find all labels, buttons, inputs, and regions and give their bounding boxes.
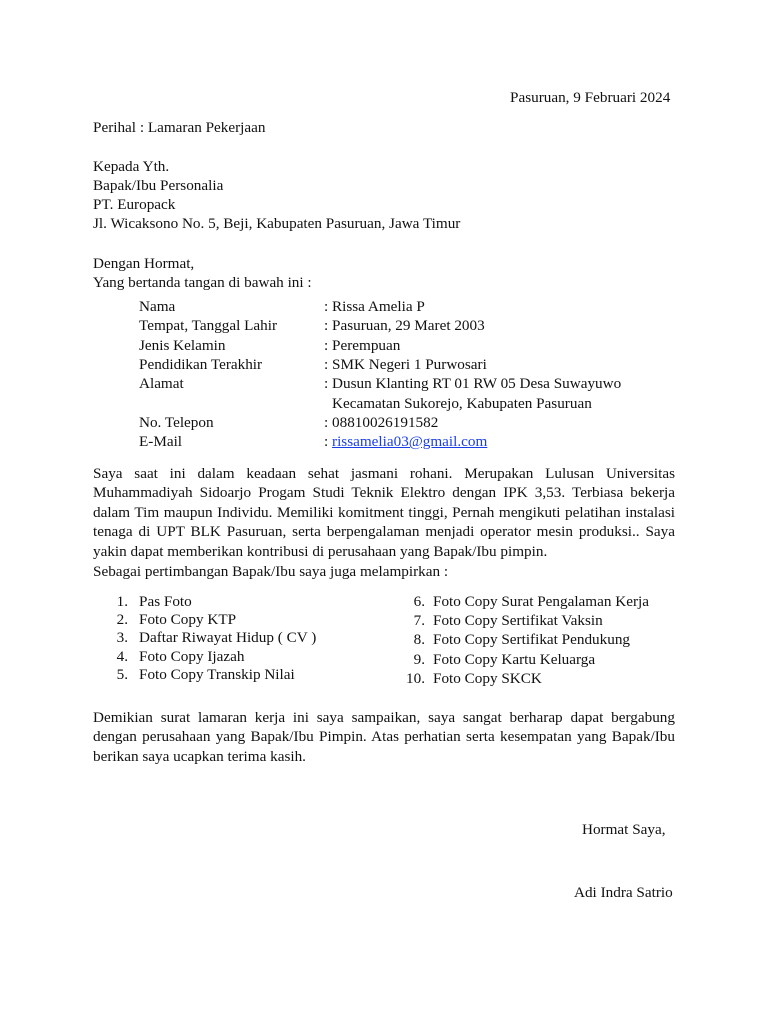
identity-gender: : Perempuan xyxy=(324,337,401,354)
attachment-number: 6. xyxy=(413,593,425,610)
attachment-item: Foto Copy Sertifikat Vaksin xyxy=(433,612,603,629)
email-link[interactable]: rissamelia03@gmail.com xyxy=(332,433,488,450)
recipient-line: Bapak/Ibu Personalia xyxy=(93,177,224,194)
subject-line: Perihal : Lamaran Pekerjaan xyxy=(93,119,266,136)
identity-address-line1: : Dusun Klanting RT 01 RW 05 Desa Suwayuwo xyxy=(324,375,622,392)
intro-line: Yang bertanda tangan di bawah ini : xyxy=(93,274,312,291)
attachment-item: Foto Copy Ijazah xyxy=(139,648,245,665)
identity-label: E-Mail xyxy=(139,433,183,450)
attachment-number: 10. xyxy=(406,670,425,687)
identity-label: Pendidikan Terakhir xyxy=(139,356,263,373)
attachment-item: Foto Copy KTP xyxy=(139,611,237,628)
identity-birth: : Pasuruan, 29 Maret 2003 xyxy=(324,317,485,334)
sign-off: Hormat Saya, xyxy=(582,821,666,838)
attachments-intro: Sebagai pertimbangan Bapak/Ibu saya juga melampirkan : xyxy=(93,563,449,580)
body-paragraph: Saya saat ini dalam keadaan sehat jasmani rohani. Merupakan Lulusan Universitas Muhammadiyah Sidoarjo Progam Studi Teknik Elektro dengan IPK 3,53. Terbiasa bekerja dalam Tim maupun Individu. Memiliki komitment tinggi, Pernah mengikuti pelatihan instalasi tenaga di UPT BLK Pasuruan, serta berpengalaman menjadi operator mesin produksi.. Saya yakin dapat memberikan kontribusi di perusahaan yang Bapak/Ibu pimpin. xyxy=(93,465,675,560)
attachment-number: 5. xyxy=(116,666,128,683)
identity-name: : Rissa Amelia P xyxy=(324,298,425,315)
attachment-item: Foto Copy Kartu Keluarga xyxy=(433,651,596,668)
attachment-item: Foto Copy SKCK xyxy=(433,670,542,687)
recipient-line: PT. Europack xyxy=(93,196,176,213)
identity-label: Alamat xyxy=(139,375,184,392)
attachment-number: 2. xyxy=(116,611,128,628)
attachment-number: 1. xyxy=(116,593,128,610)
recipient-line: Kepada Yth. xyxy=(93,158,170,175)
place-date: Pasuruan, 9 Februari 2024 xyxy=(510,89,671,106)
attachment-number: 7. xyxy=(413,612,425,629)
identity-address-line2: Kecamatan Sukorejo, Kabupaten Pasuruan xyxy=(332,395,592,412)
recipient-line: Jl. Wicaksono No. 5, Beji, Kabupaten Pasuruan, Jawa Timur xyxy=(93,215,461,232)
identity-label: Tempat, Tanggal Lahir xyxy=(139,317,278,334)
attachment-item: Foto Copy Sertifikat Pendukung xyxy=(433,631,631,648)
identity-label: No. Telepon xyxy=(139,414,214,431)
attachment-number: 3. xyxy=(116,629,128,646)
attachment-item: Daftar Riwayat Hidup ( CV ) xyxy=(139,629,317,646)
identity-email-row xyxy=(324,432,487,451)
identity-label: Nama xyxy=(139,298,176,315)
closing-paragraph: Demikian surat lamaran kerja ini saya sampaikan, saya sangat berharap dapat bergabung dengan perusahaan yang Bapak/Ibu Pimpin. Atas perhatian serta kesempatan yang Bapak/Ibu berikan saya ucapkan terima kasih. xyxy=(93,709,675,765)
signer-name: Adi Indra Satrio xyxy=(574,884,673,901)
identity-label: Jenis Kelamin xyxy=(139,337,226,354)
greeting: Dengan Hormat, xyxy=(93,255,195,272)
identity-phone: : 08810026191582 xyxy=(324,414,439,431)
attachment-number: 9. xyxy=(413,651,425,668)
attachment-item: Pas Foto xyxy=(139,593,192,610)
attachment-item: Foto Copy Transkip Nilai xyxy=(139,666,295,683)
email-colon: : xyxy=(324,433,329,450)
attachment-item: Foto Copy Surat Pengalaman Kerja xyxy=(433,593,649,610)
identity-education: : SMK Negeri 1 Purwosari xyxy=(324,356,487,373)
attachment-number: 8. xyxy=(413,631,425,648)
attachment-number: 4. xyxy=(116,648,128,665)
